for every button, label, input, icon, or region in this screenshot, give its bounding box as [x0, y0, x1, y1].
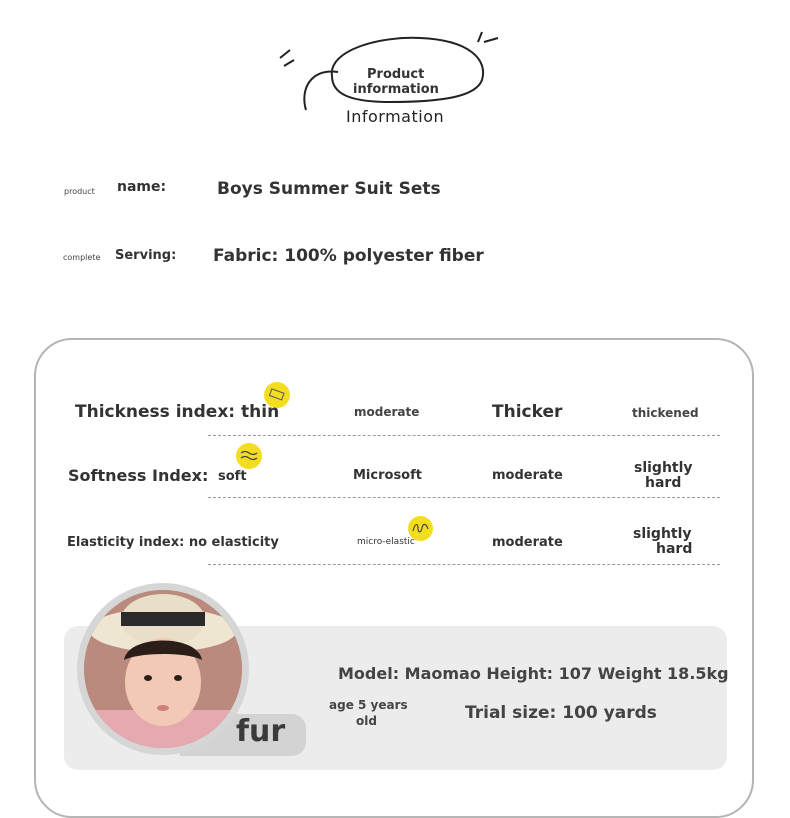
model-age-line2: old [356, 714, 377, 728]
softness-option-slightly: slightly [634, 460, 693, 476]
thickness-label: Thickness index: thin [75, 402, 280, 422]
row2-key: Serving: [115, 248, 177, 263]
thickness-option-thickened: thickened [632, 406, 699, 420]
row1-key: name: [117, 179, 167, 195]
row1-tag: product [64, 187, 95, 196]
softness-option-moderate: moderate [492, 468, 563, 483]
softness-option-microsoft: Microsoft [353, 468, 422, 483]
ruler-icon [268, 388, 286, 402]
elasticity-divider [208, 564, 720, 565]
row1-value: Boys Summer Suit Sets [217, 179, 441, 199]
softness-label: Softness Index: [68, 466, 209, 485]
header-title-line1: Product [367, 67, 425, 82]
elasticity-label: Elasticity index: no elasticity [67, 535, 279, 550]
elasticity-option-slightly: slightly [633, 526, 692, 542]
thickness-option-moderate: moderate [354, 405, 420, 419]
thickness-option-thicker: Thicker [492, 402, 563, 422]
trial-size: Trial size: 100 yards [465, 703, 657, 723]
softness-option-hard: hard [645, 475, 682, 491]
elasticity-option-micro-elastic: micro-elastic [357, 537, 415, 547]
header-subtitle: Information [346, 107, 445, 126]
header-title-line2: information [353, 82, 439, 97]
thickness-divider [208, 435, 720, 436]
softness-option-soft: soft [218, 469, 247, 484]
model-age-line1: age 5 years [329, 698, 408, 712]
wave-icon [240, 449, 258, 463]
row2-tag: complete [63, 253, 101, 262]
row2-value: Fabric: 100% polyester fiber [213, 246, 484, 266]
elasticity-option-moderate: moderate [492, 535, 563, 550]
softness-divider [208, 497, 720, 498]
child-portrait-icon [84, 590, 242, 748]
elasticity-option-hard: hard [656, 541, 693, 557]
fur-label: fur [236, 714, 286, 749]
model-avatar [84, 590, 242, 748]
model-details: Model: Maomao Height: 107 Weight 18.5kg [338, 664, 729, 683]
spring-icon [412, 521, 429, 535]
